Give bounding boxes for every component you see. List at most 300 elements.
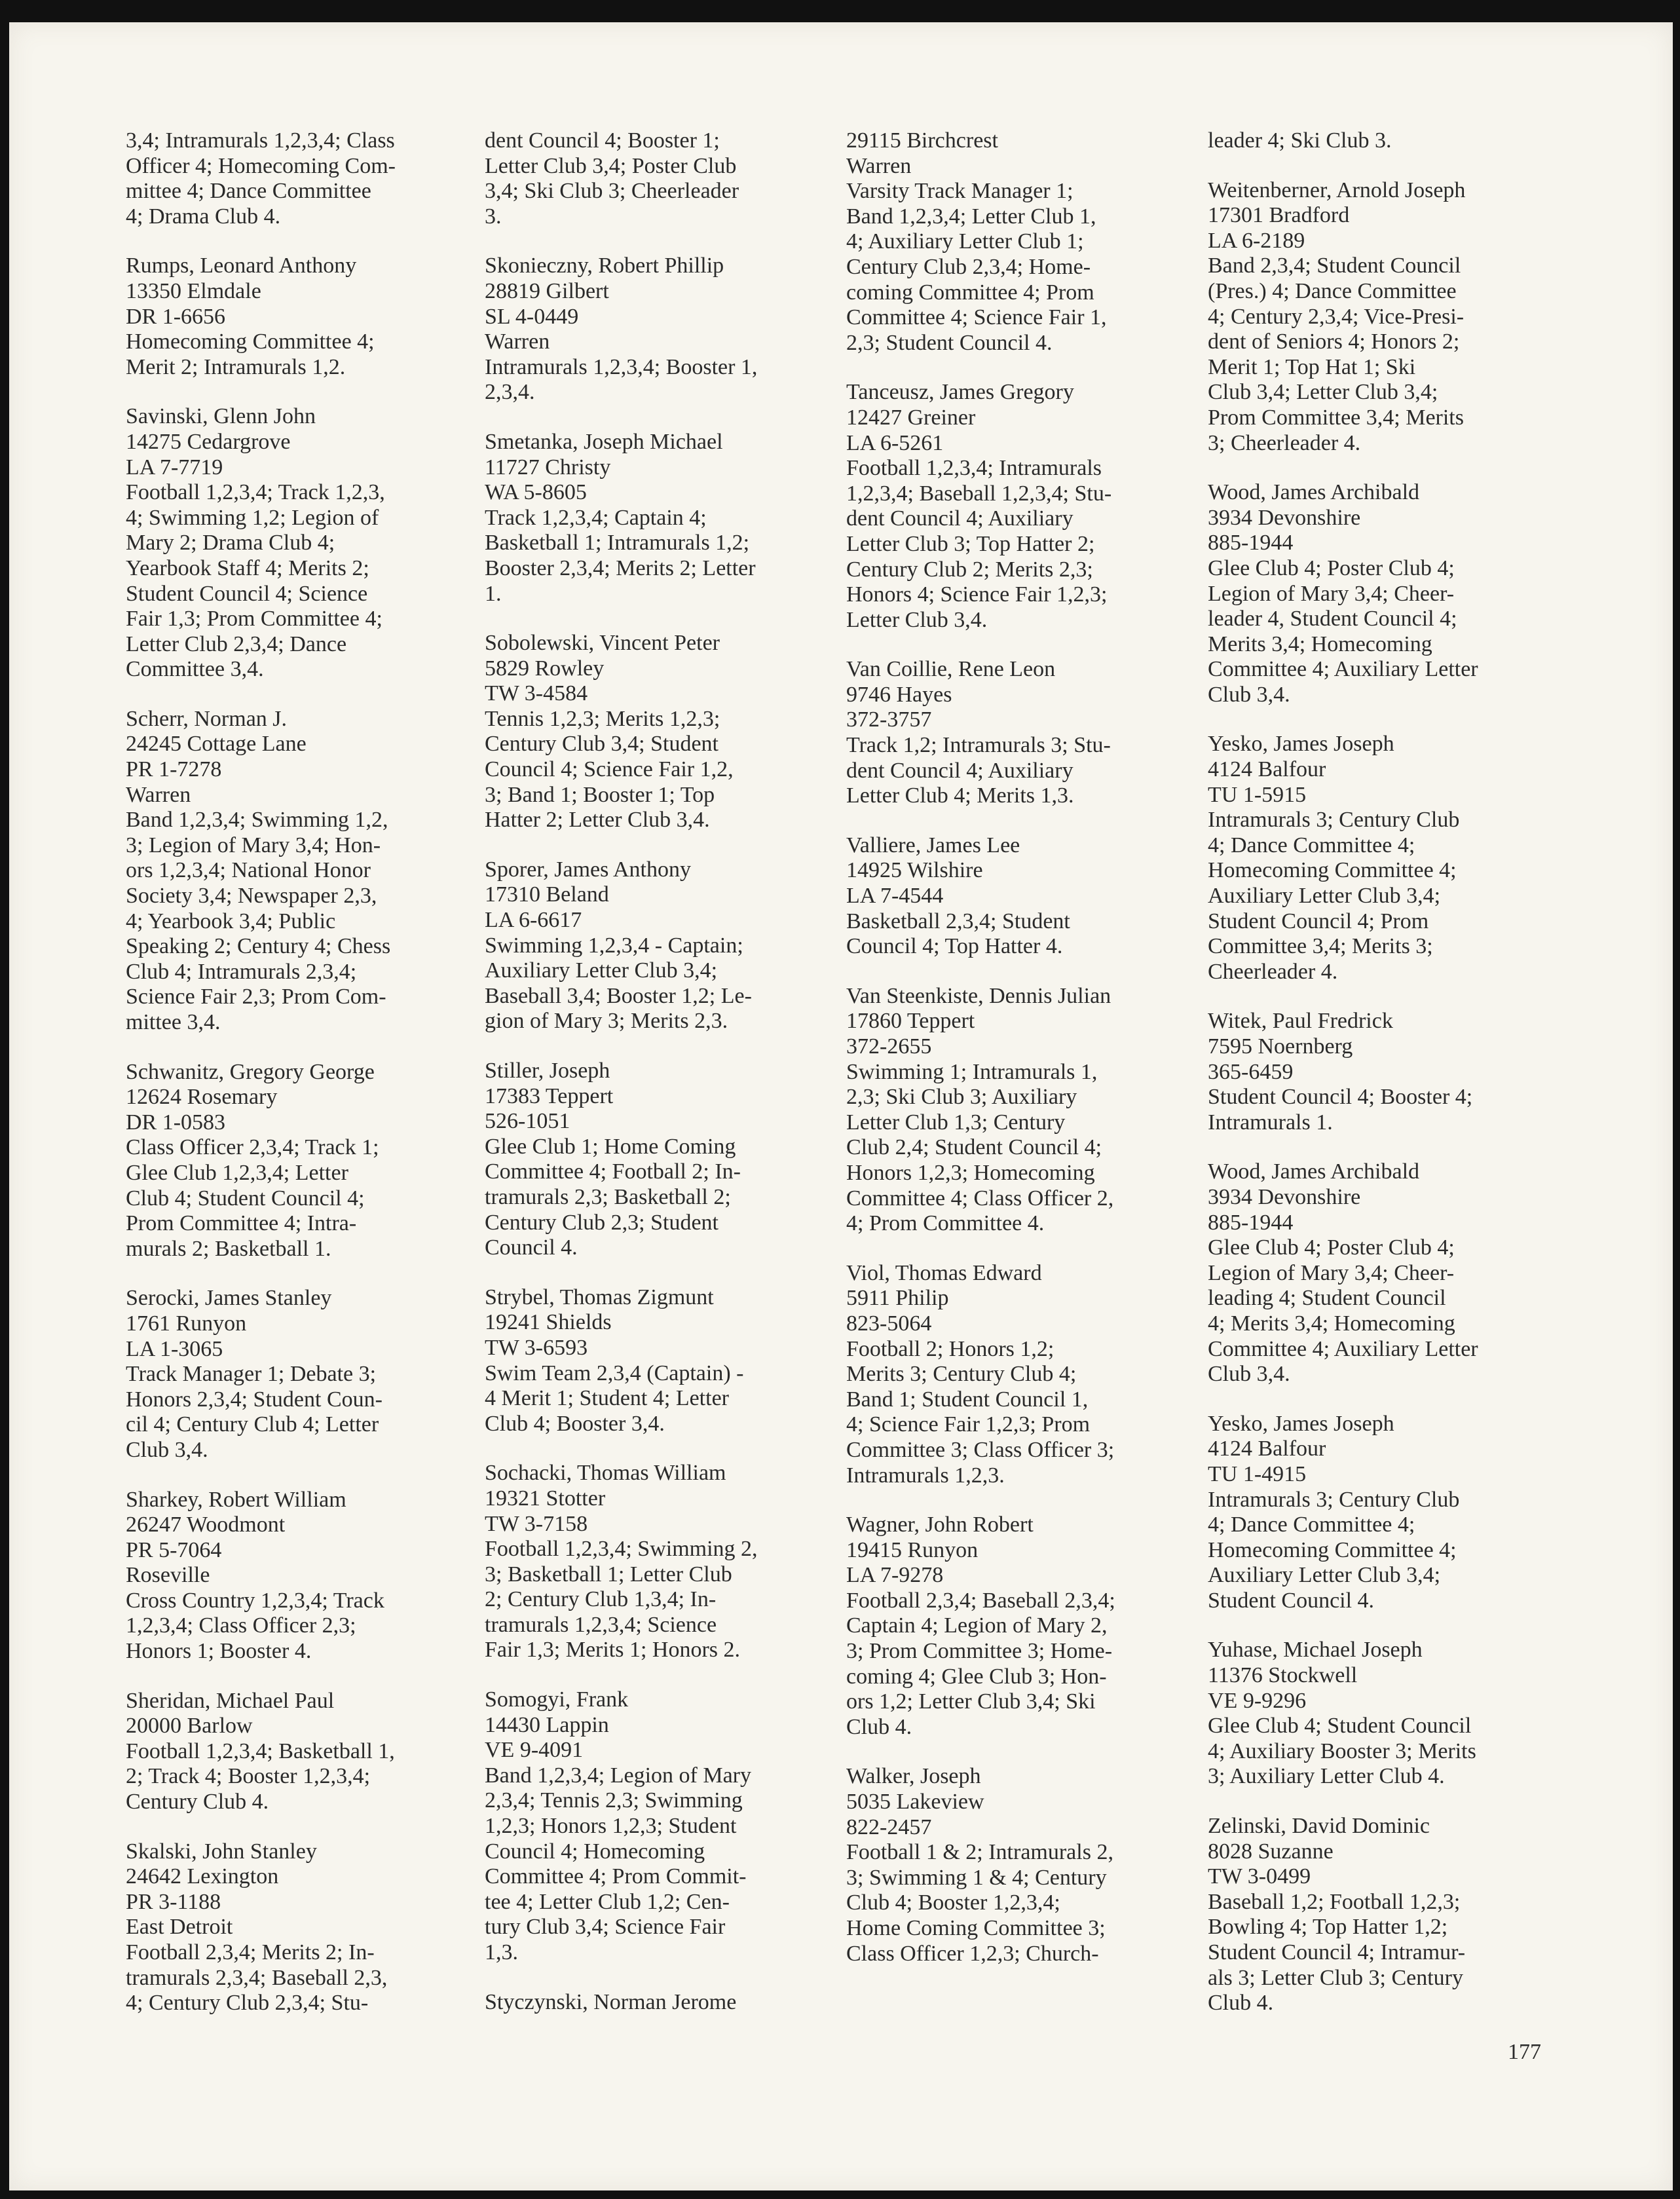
entry-line: 365-6459	[1208, 1059, 1294, 1084]
entry-line: LA 6-6617	[485, 908, 582, 933]
entry-line: 372-3757	[846, 707, 932, 732]
entry-line: Band 2,3,4; Student Council	[1208, 254, 1461, 278]
entry-line: 3; Swimming 1 & 4; Century	[846, 1865, 1107, 1890]
entry-line: 3,4; Intramurals 1,2,3,4; Class	[126, 128, 395, 153]
entry-line: 1.	[485, 581, 502, 606]
entry-line: Class Officer 1,2,3; Church-	[846, 1941, 1099, 1966]
entry-line: Warren	[126, 782, 191, 807]
entry-line: 1761 Runyon	[126, 1311, 247, 1336]
entry-line: 12624 Rosemary	[126, 1085, 278, 1110]
entry-line: 17310 Beland	[485, 882, 609, 907]
entry-line: 9746 Hayes	[846, 682, 952, 707]
entry-line: Merits 3,4; Homecoming	[1208, 631, 1432, 656]
entry-line: Smetanka, Joseph Michael	[485, 429, 723, 454]
student-entry	[846, 657, 1154, 809]
entry-line: Committee 4; Science Fair 1,	[846, 305, 1107, 330]
entry-line: DR 1-6656	[126, 304, 226, 329]
entry-line: Zelinski, David Dominic	[1208, 1814, 1430, 1839]
student-entry	[485, 1461, 793, 1663]
entry-line: LA 6-2189	[1208, 228, 1305, 253]
entry-line: 2; Century Club 1,3,4; In-	[485, 1587, 717, 1612]
entry-line: Club 3,4; Letter Club 3,4;	[1208, 380, 1438, 405]
entry-line: Honors 4; Science Fair 1,2,3;	[846, 582, 1108, 607]
student-entry	[126, 1488, 434, 1664]
entry-line: Club 4; Booster 1,2,3,4;	[846, 1890, 1060, 1915]
entry-line: Letter Club 3; Top Hatter 2;	[846, 531, 1095, 556]
entry-line: Sheridan, Michael Paul	[126, 1688, 335, 1713]
entry-line: 2,3,4.	[485, 380, 535, 405]
entry-line: 28819 Gilbert	[485, 278, 609, 303]
entry-line: 14275 Cedargrove	[126, 429, 291, 454]
entry-line: 4; Merits 3,4; Homecoming	[1208, 1311, 1455, 1336]
entry-line: LA 7-9278	[846, 1563, 944, 1588]
entry-line: TU 1-5915	[1208, 782, 1307, 807]
entry-line: tramurals 2,3; Basketball 2;	[485, 1184, 731, 1209]
entry-line: Swimming 1; Intramurals 1,	[846, 1059, 1098, 1084]
entry-line: 19241 Shields	[485, 1310, 612, 1335]
entry-line: 17860 Teppert	[846, 1009, 975, 1034]
entry-line: Serocki, James Stanley	[126, 1286, 332, 1311]
entry-line: 4; Prom Committee 4.	[846, 1211, 1045, 1236]
entry-line: 3; Prom Committee 3; Home-	[846, 1639, 1113, 1664]
student-entry	[846, 1261, 1154, 1488]
entry-line: Yearbook Staff 4; Merits 2;	[126, 555, 369, 580]
entry-line: 20000 Barlow	[126, 1714, 253, 1739]
entry-line: Booster 2,3,4; Merits 2; Letter	[485, 555, 756, 580]
entry-line: 4; Swimming 1,2; Legion of	[126, 505, 379, 530]
entry-line: Savinski, Glenn John	[126, 404, 316, 429]
entry-line: murals 2; Basketball 1.	[126, 1236, 331, 1261]
student-entry	[126, 707, 434, 1036]
entry-line: Captain 4; Legion of Mary 2,	[846, 1613, 1108, 1638]
entry-line: dent of Seniors 4; Honors 2;	[1208, 329, 1460, 354]
entry-line: Football 1,2,3,4; Swimming 2,	[485, 1537, 758, 1562]
entry-line: Homecoming Committee 4;	[126, 329, 375, 354]
entry-line: 526-1051	[485, 1109, 570, 1134]
entry-line: Club 3,4.	[1208, 1362, 1290, 1387]
entry-line: Century Club 2,3,4; Home-	[846, 254, 1091, 279]
entry-line: Van Steenkiste, Dennis Julian	[846, 983, 1111, 1008]
entry-line: Wagner, John Robert	[846, 1513, 1034, 1537]
entry-line: Tanceusz, James Gregory	[846, 380, 1074, 405]
entry-line: als 3; Letter Club 3; Century	[1208, 1965, 1463, 1990]
entry-line: 2,3,4; Tennis 2,3; Swimming	[485, 1788, 743, 1813]
entry-line: Somogyi, Frank	[485, 1687, 629, 1712]
entry-line: Baseball 1,2; Football 1,2,3;	[1208, 1889, 1461, 1914]
student-entry	[1208, 1412, 1516, 1614]
yearbook-page	[9, 22, 1673, 2190]
entry-line: Witek, Paul Fredrick	[1208, 1009, 1393, 1034]
entry-line: Science Fair 2,3; Prom Com-	[126, 985, 386, 1009]
entry-line: Swim Team 2,3,4 (Captain) -	[485, 1361, 744, 1385]
entry-line: Club 4; Student Council 4;	[126, 1186, 365, 1211]
entry-line: 19415 Runyon	[846, 1537, 979, 1562]
entry-line: Sochacki, Thomas William	[485, 1461, 726, 1486]
entry-line: 5035 Lakeview	[846, 1790, 984, 1814]
entry-line: Honors 1,2,3; Homecoming	[846, 1160, 1095, 1185]
entry-line: Merit 2; Intramurals 1,2.	[126, 354, 346, 379]
entry-line: Legion of Mary 3,4; Cheer-	[1208, 1260, 1455, 1285]
entry-line: Glee Club 1,2,3,4; Letter	[126, 1160, 348, 1185]
student-entry	[485, 254, 793, 405]
entry-line: Schwanitz, Gregory George	[126, 1059, 375, 1084]
entry-line: Club 3,4.	[1208, 682, 1290, 707]
entry-line: Fair 1,3; Merits 1; Honors 2.	[485, 1638, 741, 1663]
entry-line: Homecoming Committee 4;	[1208, 1537, 1457, 1562]
column-1	[126, 128, 434, 2040]
entry-line: Council 4; Homecoming	[485, 1839, 705, 1864]
entry-line: Weitenberner, Arnold Joseph	[1208, 178, 1466, 202]
column-4	[1208, 128, 1516, 2040]
student-entry	[1208, 480, 1516, 707]
student-entry	[1208, 178, 1516, 457]
student-entry	[846, 380, 1154, 633]
entry-line: leading 4; Student Council	[1208, 1286, 1446, 1311]
entry-line: Glee Club 4; Student Council	[1208, 1714, 1472, 1739]
entry-line: Wood, James Archibald	[1208, 480, 1420, 505]
entry-line: Intramurals 1,2,3,4; Booster 1,	[485, 354, 758, 379]
entry-line: 3,4; Ski Club 3; Cheerleader	[485, 179, 739, 204]
entry-line: Warren	[846, 153, 912, 178]
entry-line: Class Officer 2,3,4; Track 1;	[126, 1135, 379, 1160]
entry-line: Scherr, Norman J.	[126, 706, 288, 731]
entry-line: 3; Band 1; Booster 1; Top	[485, 782, 715, 807]
student-entry	[846, 984, 1154, 1237]
student-entry	[1208, 1159, 1516, 1387]
entry-line: Club 4; Booster 3,4.	[485, 1411, 665, 1436]
student-entry	[1208, 1814, 1516, 2016]
entry-line: 12427 Greiner	[846, 405, 976, 430]
entry-line: 3; Legion of Mary 3,4; Hon-	[126, 833, 381, 857]
entry-line: Student Council 4; Intramur-	[1208, 1940, 1466, 1964]
entry-line: WA 5-8605	[485, 480, 587, 505]
entry-line: Intramurals 3; Century Club	[1208, 1487, 1460, 1512]
entry-line: 5911 Philip	[846, 1286, 949, 1311]
student-entry	[126, 254, 434, 380]
entry-line: 3; Basketball 1; Letter Club	[485, 1562, 732, 1587]
entry-line: Committee 4; Prom Commit-	[485, 1864, 747, 1889]
entry-line: Student Council 4; Prom	[1208, 909, 1429, 933]
entry-line: TW 3-4584	[485, 681, 588, 706]
entry-line: 3934 Devonshire	[1208, 505, 1361, 530]
student-entry	[485, 1285, 793, 1437]
student-entry	[846, 128, 1154, 356]
student-entry	[485, 857, 793, 1034]
student-entry	[1208, 732, 1516, 985]
entry-line: (Pres.) 4; Dance Committee	[1208, 278, 1457, 303]
entry-line: Tennis 1,2,3; Merits 1,2,3;	[485, 706, 720, 731]
entry-line: Homecoming Committee 4;	[1208, 858, 1457, 883]
entry-line: Merits 3; Century Club 4;	[846, 1362, 1077, 1387]
page-number: 177	[1508, 2040, 1541, 2064]
entry-line: 1,2,3,4; Class Officer 2,3;	[126, 1613, 356, 1638]
entry-line: Mary 2; Drama Club 4;	[126, 531, 335, 555]
entry-line: Intramurals 1.	[1208, 1110, 1333, 1135]
entry-line: tury Club 3,4; Science Fair	[485, 1915, 726, 1940]
entry-line: Bowling 4; Top Hatter 1,2;	[1208, 1915, 1448, 1940]
entry-line: 14430 Lappin	[485, 1712, 609, 1737]
entry-line: Skonieczny, Robert Phillip	[485, 254, 724, 278]
student-entry	[126, 404, 434, 683]
entry-line: 4; Auxiliary Booster 3; Merits	[1208, 1739, 1476, 1763]
entry-line: 1,2,3,4; Baseball 1,2,3,4; Stu-	[846, 481, 1112, 506]
entry-line: TW 3-6593	[485, 1335, 588, 1360]
entry-line: Football 1,2,3,4; Intramurals	[846, 456, 1102, 481]
student-entry	[846, 1764, 1154, 1966]
entry-line: Century Club 2,3; Student	[485, 1210, 719, 1235]
student-entry	[1208, 1638, 1516, 1790]
entry-line: 372-2655	[846, 1034, 932, 1059]
entry-line: 4; Century Club 2,3,4; Stu-	[126, 1991, 369, 2016]
entry-line: Varsity Track Manager 1;	[846, 179, 1073, 204]
entry-line: Football 2; Honors 1,2;	[846, 1336, 1055, 1361]
entry-line: Sobolewski, Vincent Peter	[485, 631, 720, 656]
entry-line: Letter Club 1,3; Century	[846, 1110, 1066, 1135]
entry-line: Letter Club 4; Merits 1,3.	[846, 783, 1074, 808]
student-entry	[485, 631, 793, 833]
entry-line: 885-1944	[1208, 531, 1294, 555]
entry-line: 4; Science Fair 1,2,3; Prom	[846, 1412, 1091, 1437]
entry-line: Basketball 2,3,4; Student	[846, 909, 1070, 933]
entry-line: LA 7-7719	[126, 455, 223, 479]
student-entry	[485, 430, 793, 607]
entry-line: 11727 Christy	[485, 455, 611, 479]
entry-line: SL 4-0449	[485, 304, 579, 329]
entry-line: Auxiliary Letter Club 3,4;	[1208, 884, 1441, 909]
entry-line: Football 1,2,3,4; Basketball 1,	[126, 1739, 395, 1763]
entry-line: Glee Club 1; Home Coming	[485, 1134, 736, 1159]
entry-line: 3; Cheerleader 4.	[1208, 430, 1361, 455]
entry-line: 885-1944	[1208, 1210, 1294, 1235]
entry-line: dent Council 4; Auxiliary	[846, 758, 1073, 783]
entry-line: 3934 Devonshire	[1208, 1184, 1361, 1209]
entry-line: Band 1,2,3,4; Letter Club 1,	[846, 204, 1096, 229]
entry-line: 4; Dance Committee 4;	[1208, 833, 1415, 857]
entry-line: Letter Club 3,4.	[846, 607, 988, 632]
entry-line: Prom Committee 3,4; Merits	[1208, 405, 1464, 430]
entry-line: Officer 4; Homecoming Com-	[126, 153, 396, 178]
entry-line: 29115 Birchcrest	[846, 128, 998, 153]
entry-line: TU 1-4915	[1208, 1461, 1307, 1486]
entry-line: Home Coming Committee 3;	[846, 1916, 1106, 1940]
entry-line: LA 6-5261	[846, 430, 944, 455]
entry-line: Walker, Joseph	[846, 1764, 981, 1789]
entry-line: Intramurals 3; Century Club	[1208, 808, 1460, 833]
entry-line: PR 5-7064	[126, 1537, 222, 1562]
entry-line: Yesko, James Joseph	[1208, 732, 1394, 757]
entry-line: Yesko, James Joseph	[1208, 1411, 1394, 1436]
entry-line: 4; Century 2,3,4; Vice-Presi-	[1208, 304, 1465, 329]
entry-line: 11376 Stockwell	[1208, 1663, 1358, 1688]
entry-line: DR 1-0583	[126, 1110, 226, 1135]
entry-line: VE 9-4091	[485, 1738, 584, 1763]
entry-line: Club 4.	[846, 1714, 912, 1739]
entry-line: East Detroit	[126, 1915, 233, 1940]
column-3	[846, 128, 1154, 1991]
student-entry	[485, 128, 793, 229]
entry-line: Honors 1; Booster 4.	[126, 1639, 312, 1664]
entry-line: 14925 Wilshire	[846, 858, 983, 883]
entry-line: 822-2457	[846, 1814, 932, 1839]
entry-line: Committee 4; Auxiliary Letter	[1208, 657, 1478, 682]
entry-line: Glee Club 4; Poster Club 4;	[1208, 555, 1455, 580]
entry-line: Committee 4; Class Officer 2,	[846, 1186, 1114, 1211]
student-entry	[126, 1286, 434, 1463]
entry-line: LA 1-3065	[126, 1336, 223, 1361]
entry-line: Band 1,2,3,4; Legion of Mary	[485, 1763, 751, 1788]
student-entry	[485, 1059, 793, 1261]
entry-line: mittee 4; Dance Committee	[126, 179, 371, 204]
entry-line: Club 3,4.	[126, 1437, 208, 1462]
entry-line: gion of Mary 3; Merits 2,3.	[485, 1009, 728, 1034]
entry-line: Swimming 1,2,3,4 - Captain;	[485, 933, 743, 958]
entry-line: Styczynski, Norman Jerome	[485, 1989, 737, 2014]
entry-line: Letter Club 2,3,4; Dance	[126, 631, 347, 656]
student-entry	[126, 1689, 434, 1815]
entry-line: 26247 Woodmont	[126, 1513, 286, 1537]
entry-line: 17301 Bradford	[1208, 203, 1350, 228]
entry-line: Prom Committee 4; Intra-	[126, 1211, 357, 1236]
entry-line: TW 3-0499	[1208, 1864, 1311, 1889]
entry-line: 24642 Lexington	[126, 1864, 279, 1889]
entry-line: 4124 Balfour	[1208, 757, 1326, 782]
entry-line: 3.	[485, 204, 502, 229]
entry-line: Club 4; Intramurals 2,3,4;	[126, 959, 357, 984]
entry-line: tee 4; Letter Club 1,2; Cen-	[485, 1889, 730, 1914]
student-entry	[846, 833, 1154, 960]
entry-line: 17383 Teppert	[485, 1083, 614, 1108]
entry-line: 4; Drama Club 4.	[126, 204, 281, 229]
entry-line: 8028 Suzanne	[1208, 1839, 1334, 1864]
entry-line: Speaking 2; Century 4; Chess	[126, 934, 391, 959]
entry-line: Council 4; Top Hatter 4.	[846, 934, 1063, 959]
entry-line: LA 7-4544	[846, 884, 944, 909]
entry-line: TW 3-7158	[485, 1511, 588, 1536]
entry-line: Rumps, Leonard Anthony	[126, 254, 357, 278]
entry-line: Hatter 2; Letter Club 3,4.	[485, 808, 710, 833]
entry-line: Club 2,4; Student Council 4;	[846, 1135, 1102, 1160]
entry-line: 4; Auxiliary Letter Club 1;	[846, 229, 1084, 254]
entry-line: Council 4; Science Fair 1,2,	[485, 757, 734, 782]
entry-line: tramurals 1,2,3,4; Science	[485, 1612, 717, 1637]
entry-line: Valliere, James Lee	[846, 833, 1020, 857]
entry-line: Legion of Mary 3,4; Cheer-	[1208, 581, 1455, 606]
entry-line: Student Council 4; Science	[126, 581, 368, 606]
entry-line: leader 4; Ski Club 3.	[1208, 128, 1392, 153]
entry-line: PR 1-7278	[126, 757, 222, 782]
entry-line: 3; Auxiliary Letter Club 4.	[1208, 1764, 1445, 1789]
student-entry	[126, 1839, 434, 2016]
column-2	[485, 128, 793, 2039]
entry-line: Cheerleader 4.	[1208, 959, 1338, 984]
entry-line: Sporer, James Anthony	[485, 857, 691, 882]
entry-line: Wood, James Archibald	[1208, 1159, 1420, 1184]
entry-line: 2,3; Student Council 4.	[846, 330, 1053, 355]
entry-line: Century Club 3,4; Student	[485, 732, 719, 757]
entry-line: Century Club 2; Merits 2,3;	[846, 557, 1093, 582]
entry-line: mittee 3,4.	[126, 1010, 221, 1034]
entry-line: Letter Club 3,4; Poster Club	[485, 153, 737, 178]
entry-line: 4 Merit 1; Student 4; Letter	[485, 1386, 729, 1411]
entry-line: Skalski, John Stanley	[126, 1839, 317, 1864]
entry-line: Honors 2,3,4; Student Coun-	[126, 1387, 383, 1412]
entry-line: Track 1,2,3,4; Captain 4;	[485, 505, 707, 530]
entry-line: Cross Country 1,2,3,4; Track	[126, 1588, 384, 1613]
entry-line: 7595 Noernberg	[1208, 1034, 1353, 1059]
entry-line: Merit 1; Top Hat 1; Ski	[1208, 354, 1416, 379]
entry-line: 823-5064	[846, 1311, 932, 1336]
entry-line: Track Manager 1; Debate 3;	[126, 1362, 377, 1387]
entry-line: Student Council 4; Booster 4;	[1208, 1085, 1473, 1110]
entry-line: Track 1,2; Intramurals 3; Stu-	[846, 733, 1111, 758]
entry-line: Van Coillie, Rene Leon	[846, 657, 1056, 682]
entry-line: Football 1 & 2; Intramurals 2,	[846, 1840, 1113, 1865]
entry-line: Fair 1,3; Prom Committee 4;	[126, 607, 383, 631]
entry-line: Roseville	[126, 1563, 210, 1588]
entry-line: Committee 4; Football 2; In-	[485, 1159, 741, 1184]
student-entry	[846, 1513, 1154, 1740]
student-entry	[485, 1687, 793, 1966]
entry-line: Band 1,2,3,4; Swimming 1,2,	[126, 808, 388, 833]
entry-line: Student Council 4.	[1208, 1588, 1375, 1613]
entry-line: Society 3,4; Newspaper 2,3,	[126, 884, 377, 909]
entry-line: Auxiliary Letter Club 3,4;	[485, 958, 718, 983]
entry-line: Club 4.	[1208, 1991, 1274, 2016]
entry-line: Committee 3,4; Merits 3;	[1208, 934, 1433, 959]
entry-line: Committee 4; Auxiliary Letter	[1208, 1336, 1478, 1361]
student-entry	[1208, 1009, 1516, 1135]
entry-line: dent Council 4; Booster 1;	[485, 128, 720, 153]
entry-line: coming 4; Glee Club 3; Hon-	[846, 1664, 1107, 1689]
entry-line: 1,3.	[485, 1940, 518, 1964]
entry-line: ors 1,2; Letter Club 3,4; Ski	[846, 1689, 1096, 1714]
entry-line: Sharkey, Robert William	[126, 1487, 346, 1512]
entry-line: Glee Club 4; Poster Club 4;	[1208, 1235, 1455, 1260]
entry-line: Basketball 1; Intramurals 1,2;	[485, 531, 750, 555]
entry-line: 1,2,3; Honors 1,2,3; Student	[485, 1814, 737, 1839]
entry-line: coming Committee 4; Prom	[846, 280, 1094, 305]
entry-line: VE 9-9296	[1208, 1688, 1307, 1713]
entry-line: ors 1,2,3,4; National Honor	[126, 858, 371, 883]
entry-line: PR 3-1188	[126, 1889, 221, 1914]
entry-line: Century Club 4.	[126, 1790, 269, 1814]
entry-line: Council 4.	[485, 1235, 578, 1260]
entry-line: Baseball 3,4; Booster 1,2; Le-	[485, 983, 752, 1008]
entry-line: Warren	[485, 329, 550, 354]
entry-line: Strybel, Thomas Zigmunt	[485, 1285, 714, 1309]
entry-line: Committee 3,4.	[126, 657, 264, 682]
entry-line: Yuhase, Michael Joseph	[1208, 1638, 1423, 1663]
entry-line: dent Council 4; Auxiliary	[846, 506, 1073, 531]
entry-line: 13350 Elmdale	[126, 278, 261, 303]
student-entry	[485, 1990, 793, 2016]
entry-line: 4; Yearbook 3,4; Public	[126, 909, 336, 933]
entry-line: 24245 Cottage Lane	[126, 732, 307, 757]
entry-line: 19321 Stotter	[485, 1486, 606, 1511]
entry-line: 2,3; Ski Club 3; Auxiliary	[846, 1085, 1077, 1110]
entry-line: 5829 Rowley	[485, 656, 605, 681]
entry-line: Intramurals 1,2,3.	[846, 1463, 1005, 1488]
entry-line: Committee 3; Class Officer 3;	[846, 1437, 1115, 1462]
entry-line: Band 1; Student Council 1,	[846, 1387, 1089, 1412]
entry-line: Football 1,2,3,4; Track 1,2,3,	[126, 480, 385, 505]
entry-line: Football 2,3,4; Baseball 2,3,4;	[846, 1588, 1115, 1613]
entry-line: Viol, Thomas Edward	[846, 1260, 1042, 1285]
entry-line: tramurals 2,3,4; Baseball 2,3,	[126, 1965, 388, 1990]
student-entry	[1208, 128, 1516, 154]
entry-line: Football 2,3,4; Merits 2; In-	[126, 1940, 375, 1964]
entry-line: 4124 Balfour	[1208, 1437, 1326, 1461]
